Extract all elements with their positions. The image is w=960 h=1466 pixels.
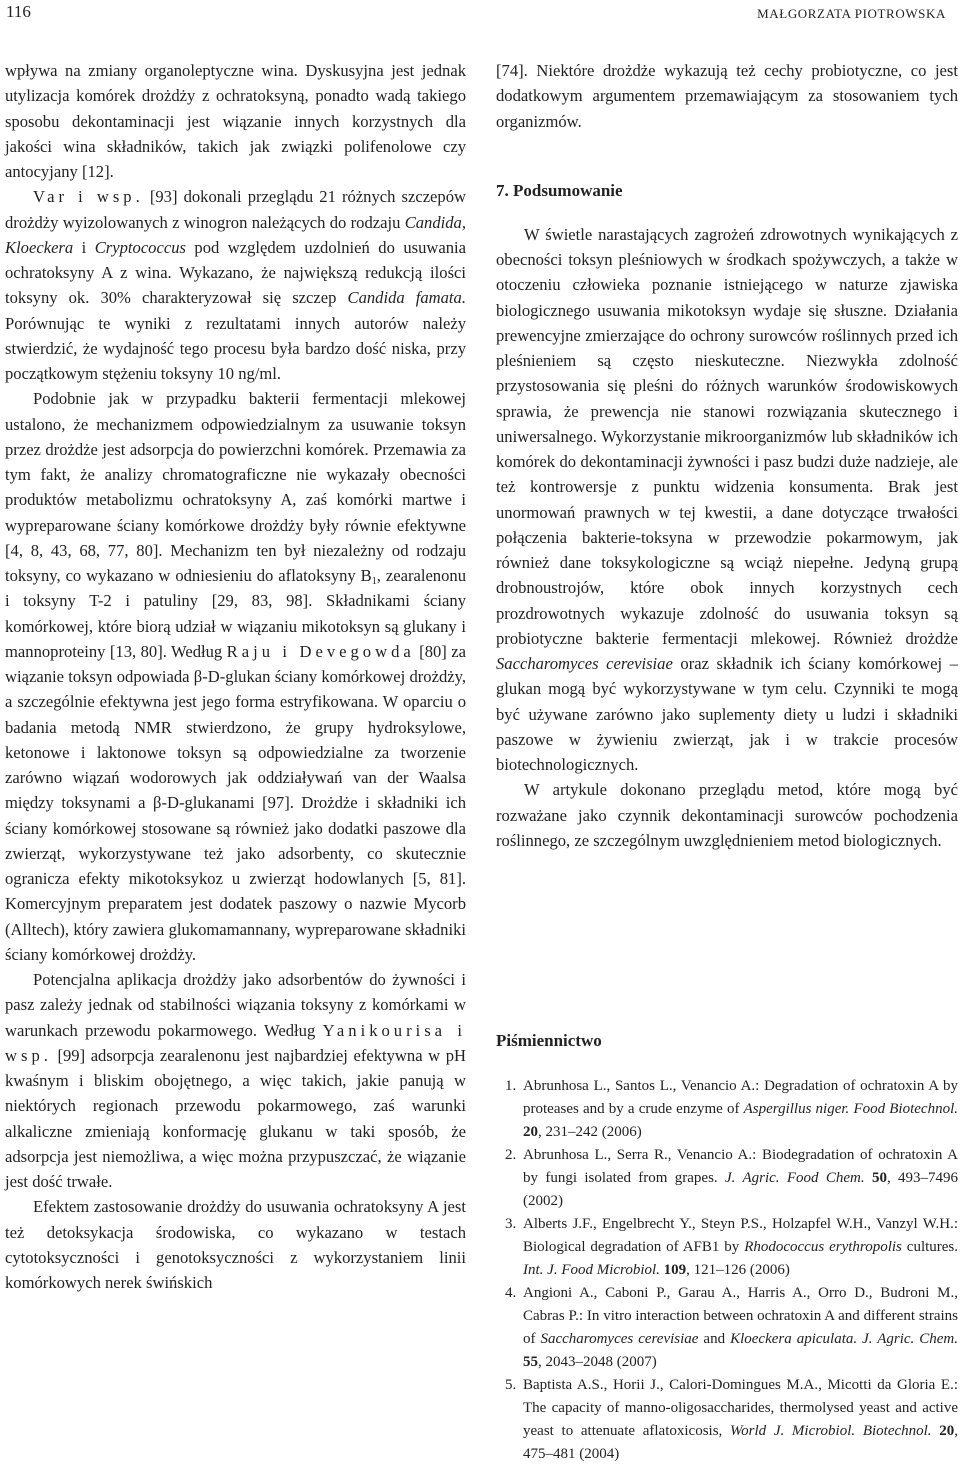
paragraph: [74]. Niektóre drożdże wykazują też cechy probiotyczne, co jest dodatkowym argumentem przemawiającym za stosowaniem tych organizmów. <box>496 61 958 131</box>
paragraph: W świetle narastających zagrożeń zdrowotnych wynikających z obecności toksyn pleśniowych w środkach spożywczych, a także w otoczeniu człowieka poznanie istniejącego w naturze zjawiska biologicznego usuwania mikotoksyn wydaje się słuszne. Działania prewencyjne zmierzające do ochrony surowców roślinnych przed ich pleśnieniem są często nieskuteczne. Niezwykła zdolność przystosowania się pleśni do różnych warunków środowiskowych sprawia, że prewencja nie stanowi rozwiązania skutecznego i uniwersalnego. Wykorzystanie mikroorganizmów lub składników ich komórek do dekontaminacji żywności i pasz budzi duże nadzieje, ale też kontrowersje z punktu widzenia konsumenta. Brak jest unormowań prawnych w tej kwestii, a dane dotyczące trwałości połączenia bakterie-toksyna w przewodzie pokarmowym, jak również dane toksykologiczne są wciąż niepełne. Jedyną grupą drobnoustrojów, które obok innych korzystnych cech prozdrowotnych wykazuje zdolność do usuwania toksyn są probiotyczne bakterie fermentacji mlekowej. Również drożdże Saccharomyces cerevisiae oraz składnik ich ściany komórkowej – glukan mogą być wykorzystywane w tym celu. Czynniki te mogą być używane zarówno jako suplementy diety u ludzi i składniki paszowe w żywieniu zwierząt, jak i w trakcie procesów biotechnologicznych. <box>496 224 958 774</box>
page-header <box>0 0 960 28</box>
reference-item: 1. Abrunhosa L., Santos L., Venancio A.: Degradation of ochratoxin A by proteases and by a crude enzyme of Aspergillus niger. Food Biotechnol. 20, 231–242 (2006) <box>505 1078 958 1140</box>
running-head: MAŁGORZATA PIOTROWSKA <box>757 6 946 21</box>
reference-item: 5. Baptista A.S., Horii J., Calori-Domingues M.A., Micotti da Gloria E.: The capacity of manno-oligosaccharides, thermolysed yeast and active yeast to attenuate aflatoxicosis, World J. Microbiol. Biotechnol. 20, 475–481 (2004) <box>505 1377 959 1462</box>
paragraph: wpływa na zmiany organoleptyczne wina. Dyskusyjna jest jednak utylizacja komórek drożdży z ochratoksyną, ponadto wadą takiego sposobu dekontaminacji jest wiązanie innych korzystnych dla jakości wina składników, takich jak związki polifenolowe czy antocyjany [12]. <box>5 61 466 181</box>
reference-item: 3. Alberts J.F., Engelbrecht Y., Steyn P.S., Holzapfel W.H., Vanzyl W.H.: Biological degradation of AFB1 by Rhodococcus erythropolis cultures. Int. J. Food Microbiol. 109, 121–126 (2006) <box>505 1216 959 1278</box>
left-column <box>5 58 466 1295</box>
page-number: 116 <box>6 2 31 21</box>
paragraph: Podobnie jak w przypadku bakterii fermentacji mlekowej ustalono, że mechanizmem odpowiedzialnym za usuwanie toksyn przez drożdże jest adsorpcja do powierzchni komórek. Przemawia za tym fakt, że analizy chromatograficzne nie wykazały obecności produktów metabolizmu ochratoksyny A, zaś komórki martwe i wypreparowane ściany komórkowe drożdży były równie efektywne [4, 8, 43, 68, 77, 80]. Mechanizm ten był niezależny od rodzaju toksyny, co wykazano w odniesieniu do aflatoksyny $B_1$, zearalenonu i toksyny T-2 i patuliny [29, 83, 98]. Składnikami ściany komórkowej, które biorą udział w wiązaniu mikotoksyn są glukany i mannoproteiny [13, 80]. Według Raju i Devegowda [80] za wiązanie toksyn odpowiada β-D-glukan ściany komórkowej drożdży, a szczególnie efektywna jest jego forma estryfikowana. W oparciu o badania metodą NMR stwierdzono, że grupy hydroksylowe, ketonowe i laktonowe toksyn są odpowiedzialne za tworzenie zarówno wiązań wodorowych jak oddziaływań van der Waalsa między toksynami a β-D-glukanami [97]. Drożdże i składniki ich ściany komórkowej stosowane są również jako dodatki paszowe dla zwierząt, wykorzystywane też jako adsorbenty, co skutecznie ogranicza efekty mikotoksykoz u zwierząt hodowlanych [5, 81]. Komercyjnym preparatem jest dodatek paszowy o nazwie Mycorb (Alltech), który zawiera glukomamannany, wypreparowane składniki ściany komórkowej drożdży. <box>5 389 466 964</box>
paragraph: W artykule dokonano przeglądu metod, które mogą być rozważane jako czynnik dekontaminacji surowców pochodzenia roślinnego, ze szczególnym uwzględnieniem metod biologicznych. <box>496 780 958 850</box>
paragraph: Efektem zastosowanie drożdży do usuwania ochratoksyny A jest też detoksykacja środowiska, co wykazano w testach cytotoksyczności i genotoksyczności z wykorzystaniem linii komórkowych nerek świńskich <box>5 1197 466 1292</box>
section-heading: 7. Podsumowanie <box>496 180 623 200</box>
author-name: Var i wsp. <box>33 187 144 207</box>
paragraph: Potencjalna aplikacja drożdży jako adsorbentów do żywności i pasz zależy jednak od stabilności wiązania toksyny z komórkami w warunkach przewodu pokarmowego. Według Yanikourisa i wsp. [99] adsorpcja zearalenonu jest najbardziej efektywna w pH kwaśnym i bliskim obojętnego, a więc takich, jakie panują w niektórych regionach przewodu pokarmowego, zaś warunki alkaliczne zmieniają konformację glukanu w taki sposób, że adsorpcja jest niemożliwa, a więc można przypuszczać, że wiązanie jest dość trwałe. <box>5 970 466 1191</box>
paragraph: Var i wsp. [93] dokonali przeglądu 21 różnych szczepów drożdży wyizolowanych z winogron należących do rodzaju Candida, Kloeckera i Cryptococcus pod względem uzdolnień do usuwania ochratoksyny A z wina. Wykazano, że największą redukcją ilości toksyny ok. 30% charakteryzował się szczep Candida famata. Porównując te wyniki z rezultatami innych autorów należy stwierdzić, że wydajność tego procesu była bardzo dość niska, przy początkowym stężeniu toksyny 10 ng/ml. <box>5 187 466 383</box>
references-heading: Piśmiennictwo <box>496 1031 602 1050</box>
right-column <box>496 58 958 853</box>
author-name: Yanikourisa i wsp. <box>5 1020 466 1065</box>
reference-item: 4. Angioni A., Caboni P., Garau A., Harris A., Orro D., Budroni M., Cabras P.: In vitro interaction between ochratoxin A and different strains of Saccharomyces cerevisiae and Kloeckera apiculata. J. Agric. Chem. 55, 2043–2048 (2007) <box>505 1285 958 1370</box>
reference-item: 2. Abrunhosa L., Serra R., Venancio A.: Biodegradation of ochratoxin A by fungi isolated from grapes. J. Agric. Food Chem. 50, 493–7496 (2002) <box>505 1147 959 1209</box>
author-name: Raju i Devegowda <box>226 641 415 661</box>
reference-list <box>496 1075 958 1466</box>
